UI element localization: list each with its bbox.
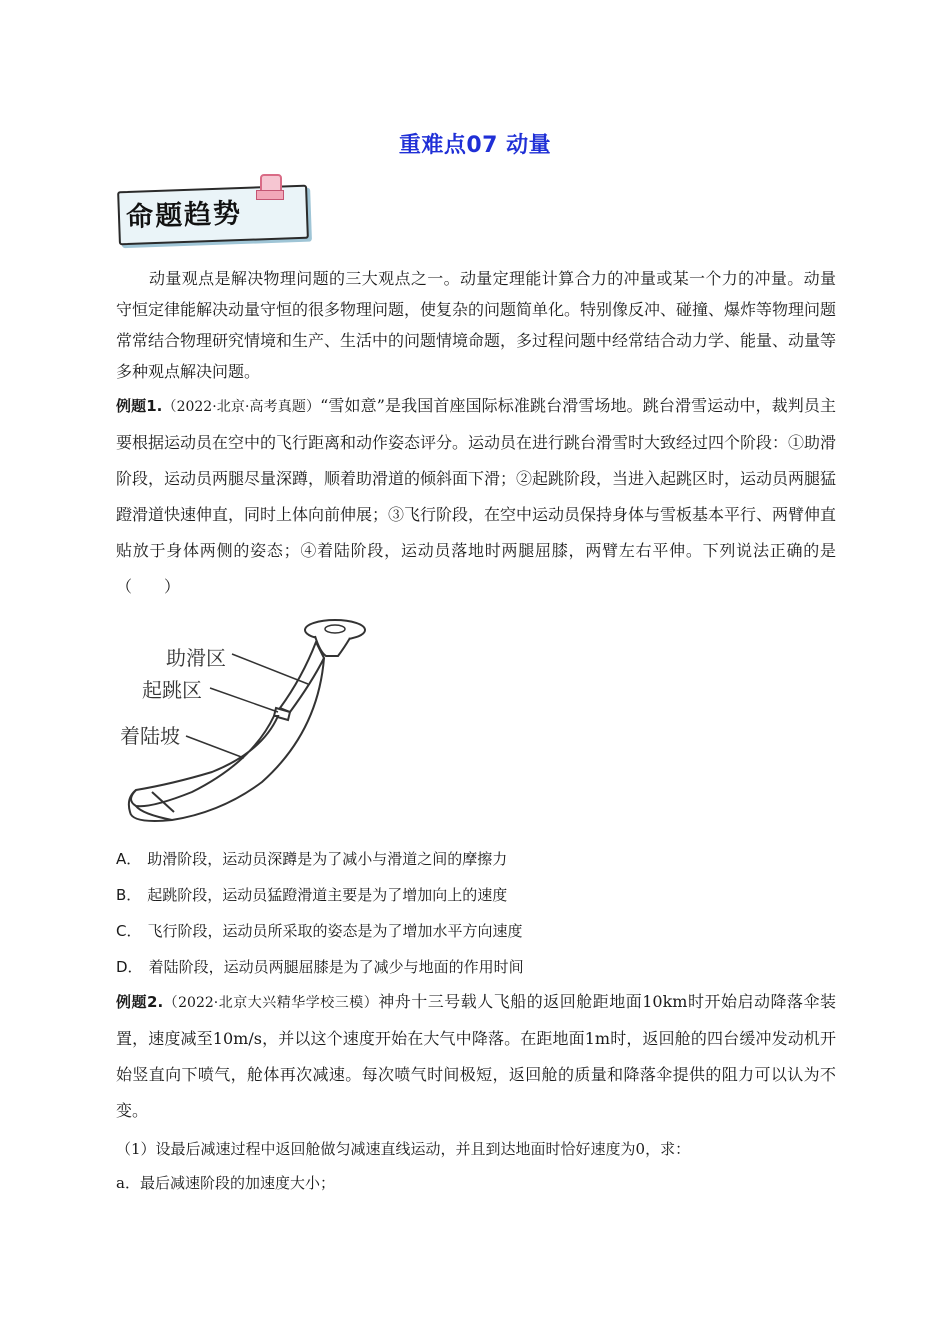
option-d-text: 着陆阶段，运动员两腿屈膝是为了减少与地面的作用时间: [148, 958, 524, 976]
option-d: [116, 956, 524, 978]
option-a-key: A．: [116, 850, 142, 868]
label-jump-zone: 起跳区: [142, 678, 202, 702]
example-2: [116, 984, 836, 1129]
leader-run: [232, 654, 308, 684]
label-landing-slope: 着陆坡: [120, 724, 180, 748]
option-c-key: C．: [116, 922, 142, 940]
example-1-source: （2022·北京·高考真题）: [162, 399, 321, 415]
example-2-sub1a: a．最后减速阶段的加速度大小；: [116, 1174, 335, 1192]
example-2-sub1: （1）设最后减速过程中返回舱做匀减速直线运动，并且到达地面时恰好速度为0，求：: [116, 1140, 691, 1158]
banner-label: 命题趋势: [125, 198, 243, 234]
option-b: [116, 884, 507, 906]
option-c: [116, 920, 523, 942]
example-2-text: 神舟十三号载人飞船的返回舱距地面10km时开始启动降落伞装置，速度减至10m/s，并以这个速度开始在大气中降落。在距地面1m时，返回舱的四台缓冲发动机开始竖直向下喷气，舱体再次减速。每次喷气时间极短，返回舱的质量和降落伞提供的阻力可以认为不变。: [116, 992, 836, 1120]
leader-land: [186, 736, 244, 758]
option-c-text: 飞行阶段，运动员所采取的姿态是为了增加水平方向速度: [147, 922, 523, 940]
option-b-text: 起跳阶段，运动员猛蹬滑道主要是为了增加向上的速度: [147, 886, 508, 904]
example-1-head: 例题1.: [116, 397, 163, 415]
option-a: [116, 848, 507, 870]
page-title: 重难点07 动量: [398, 133, 552, 158]
outrun-edge: [136, 806, 172, 820]
tower-hole: [325, 625, 345, 633]
inrun-ramp: [280, 642, 324, 712]
section-banner: [112, 174, 312, 246]
intro-paragraph: 动量观点是解决物理问题的三大观点之一。动量定理能计算合力的冲量或某一个力的冲量。动量守恒定律能解决动量守恒的很多物理问题，使复杂的问题简单化。特别像反冲、碰撞、爆炸等物理问题常常结合物理研究情境和生产、生活中的问题情境命题，多过程问题中经常结合动力学、能量、动量等多种观点解决问题。: [116, 269, 837, 381]
example-1-text: “雪如意”是我国首座国际标准跳台滑雪场地。跳台滑雪运动中，裁判员主要根据运动员在空中的飞行距离和动作姿态评分。运动员在进行跳台滑雪时大致经过四个阶段：①助滑阶段，运动员两腿尽量深蹲，顺着助滑道的倾斜面下滑；②起跳阶段，当进入起跳区时，运动员两腿猛蹬滑道快速伸直，同时上体向前伸展；③飞行阶段，在空中运动员保持身体与雪板基本平行、两臂伸直贴放于身体两侧的姿态；④着陆阶段，运动员落地时两腿屈膝，两臂左右平伸。下列说法正确的是（ ）: [116, 396, 837, 596]
ski-jump-figure: [112, 612, 372, 832]
option-b-key: B．: [116, 886, 142, 904]
leader-jump: [210, 688, 278, 712]
example-2-source: （2022·北京大兴精华学校三模）: [163, 995, 379, 1011]
example-2-head: 例题2.: [116, 993, 164, 1011]
label-run-zone: 助滑区: [166, 646, 226, 670]
example-1: [116, 388, 836, 605]
option-a-text: 助滑阶段，运动员深蹲是为了减小与滑道之间的摩擦力: [147, 850, 508, 868]
option-d-key: D．: [116, 958, 143, 976]
